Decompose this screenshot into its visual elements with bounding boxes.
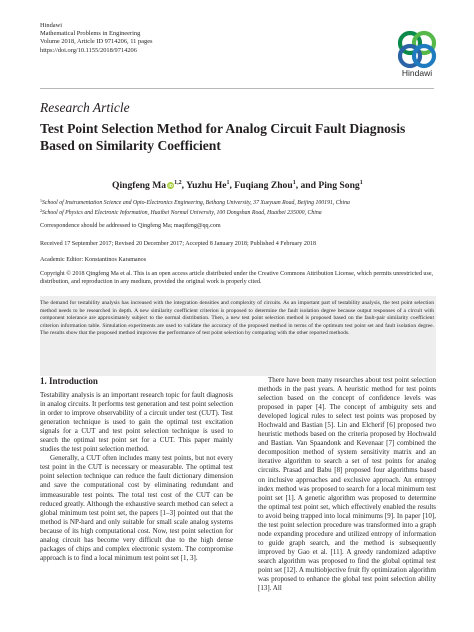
hindawi-logo-text: Hindawi [401, 68, 433, 78]
author-affiliation-mark: 1 [359, 180, 363, 186]
affiliation-mark: 1 [40, 198, 42, 203]
abstract-text: The demand for testability analysis has increased with the integration densities and complexity of circuits. As an important part of testability analysis, the test point selection method needs to be researched in depth. A new similarity coefficient criterion is proposed to determine the fault isolation degree because output responses of a circuit with component tolerance are approximately subject to the normal distribution. Then, a new test point selection method is proposed based on the fault-pair similarity coefficient criterion information table. Simulation experiments are used to validate the accuracy of the proposed method in terms of the optimum test point set and fault isolation degree. The results show that the proposed method improves the performance of test point selection by comparing with the other reported methods. [40, 300, 434, 337]
author-separator: , [229, 180, 235, 191]
author-affiliation-mark: 1 [292, 180, 296, 186]
author-name: Yuzhu He [186, 180, 227, 191]
author-separator: , [181, 180, 187, 191]
title-line: Test Point Selection Method for Analog Circuit Fault Diagnosis [40, 121, 406, 136]
body-paragraph: Generally, a CUT often includes many test points, but not every test point in the CUT is necessary or measurable. The optimal test point selection technique can reduce the fault dictionary dimension and save the computational cost by eliminating redundant and immeasurable test points. The total test cost of the CUT can be reduced greatly. Although the exhaustive search method can select a global minimum test point set, the papers [1–3] pointed out that the method is NP-hard and only suitable for small scale analog systems because of its high computational cost. Now, test point selection for analog circuit has become very difficult due to the high dense packages of chips and complex electronic system. The compromise approach is to find a local minimum test point set [1, 3]. [40, 454, 233, 562]
author-list [112, 180, 452, 191]
journal-info [40, 22, 153, 55]
article-type: Research Article [40, 100, 130, 115]
section-heading: 1. Introduction [40, 376, 98, 386]
author-affiliation-mark: 1 [226, 180, 230, 186]
copyright-notice: Copyright © 2018 Qingfeng Ma et al. This is an open access article distributed under the Creative Commons Attribution License, which permits unrestricted use, distribution, and reproduction in any medium, provided the original work is properly cited. [40, 271, 434, 286]
body-column-right [258, 376, 436, 593]
body-paragraph: There have been many researches about test point selection methods in the past years. A heuristic method for test points selection based on the concept of confidence levels was proposed in paper [4]. The concept of ambiguity sets and developed logical rules to select test points was proposed by Hochwald and Bastian [5]. Lin and Elcherif [6] proposed two heuristic methods based on the criteria proposed by Hochwald and Bastian. Van Spaandonk and Kevenaar [7] combined the decomposition method of system sensitivity matrix and an iterative algorithm to search a set of test points for analog circuits. Prasad and Babu [8] proposed four algorithms based on inclusive approaches and exclusive approach. An entropy index method was proposed to search for a local minimum test point set [1]. A genetic algorithm was proposed to determine the optimal test point set, which effectively enabled the results to avoid being trapped into local minimums [9]. In paper [10], the test point selection procedure was transformed into a graph node expanding procedure and utilized entropy of information to guide graph search, and the method is subsequently improved by Gao et al. [11]. A greedy randomized adaptive search algorithm was proposed to find the global optimal test point set [12]. A multiobjective fruit fly optimization algorithm was proposed to enhance the global test point selection ability [13]. All [258, 376, 436, 593]
affiliation-item [40, 197, 350, 207]
affiliation-mark: 2 [40, 208, 42, 214]
affiliation-item [40, 207, 350, 217]
correspondence: Correspondence should be addressed to Qingfeng Ma; maqifeng@qq.com [40, 223, 221, 229]
volume-line: Volume 2018, Article ID 9714206, 11 pages [40, 38, 153, 46]
abstract-box [40, 296, 436, 376]
academic-editor: Academic Editor: Konstantinos Karamanos [40, 257, 147, 263]
publication-dates: Received 17 September 2017; Revised 20 December 2017; Accepted 8 January 2018; Published 4 February 2018 [40, 241, 317, 247]
affiliations [40, 197, 350, 218]
author-affiliation-mark: 1,2 [174, 180, 182, 186]
journal-name: Mathematical Problems in Engineering [40, 30, 141, 38]
affiliation-text: School of Physics and Electronic Information, Huaibei Normal University, 100 Dongshan Road, Huaibei 235000, China [42, 210, 322, 217]
author-name: Fuqiang Zhou [234, 180, 293, 191]
author-name: Ping Song [318, 180, 360, 191]
author-name: Qingfeng Ma [112, 180, 167, 191]
title-line: Based on Similarity Coefficient [40, 138, 221, 153]
body-column-left [40, 391, 233, 563]
publisher-name: Hindawi [40, 22, 63, 29]
body-paragraph: Testability analysis is an important research topic for fault diagnosis in analog circuits. It performs test generation and test point selection in order to improve observability of a circuit under test (CUT). Test generation technique is used to gain the optimal test excitation signals for a CUT and test point selection technique is used to search the optimal test point set for a CUT. This paper mainly studies the test point selection method. [40, 391, 233, 454]
header-divider [40, 88, 434, 89]
author-separator: , and [295, 180, 319, 191]
article-title [40, 120, 440, 154]
orcid-icon[interactable]: iD [168, 183, 173, 188]
affiliation-text: School of Instrumentation Science and Opto-Electronics Engineering, Beihang University, 37 Xueyuan Road, Beijing 100191, China [42, 200, 350, 206]
doi-link[interactable]: https://doi.org/10.1155/2018/9714206 [40, 46, 137, 54]
